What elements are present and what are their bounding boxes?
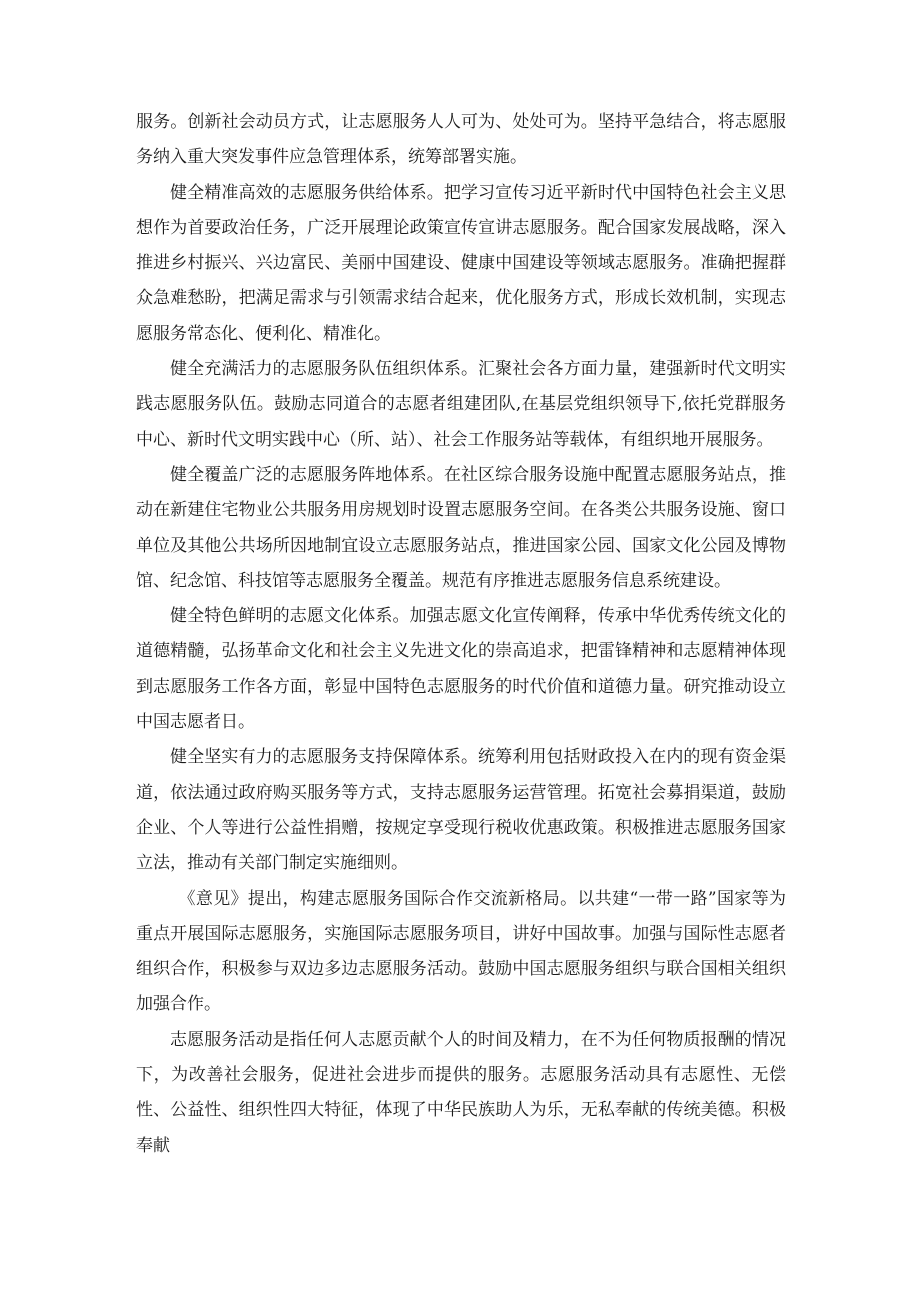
- paragraph-volunteer-culture: 健全特色鲜明的志愿文化体系。加强志愿文化宣传阐释，传承中华优秀传统文化的道德精髓，弘扬革命文化和社会主义先进文化的崇高追求，把雷锋精神和志愿精神体现到志愿服务工作各方面，彰显中国特色志愿服务的时代价值和道德力量。研究推动设立中国志愿者日。: [136, 606, 786, 733]
- paragraph-international-cooperation: 《意见》提出，构建志愿服务国际合作交流新格局。以共建“一带一路”国家等为重点开展国际志愿服务，实施国际志愿服务项目，讲好中国故事。加强与国际性志愿者组织合作，积极参与双边多边志愿服务活动。鼓励中国志愿服务组织与联合国相关组织加强合作。: [136, 888, 786, 1015]
- paragraph-volunteer-definition: 志愿服务活动是指任何人志愿贡献个人的时间及精力，在不为任何物质报酬的情况下，为改善社会服务，促进社会进步而提供的服务。志愿服务活动具有志愿性、无偿性、公益性、组织性四大特征，体现了中华民族助人为乐，无私奉献的传统美德。积极奉献: [136, 1029, 786, 1156]
- paragraph-support-guarantee: 健全坚实有力的志愿服务支持保障体系。统筹利用包括财政投入在内的现有资金渠道，依法通过政府购买服务等方式，支持志愿服务运营管理。拓宽社会募捐渠道，鼓励企业、个人等进行公益性捐赠，按规定享受现行税收优惠政策。积极推进志愿服务国家立法，推动有关部门制定实施细则。: [136, 747, 786, 874]
- paragraph-service-sites: 健全覆盖广泛的志愿服务阵地体系。在社区综合服务设施中配置志愿服务站点，推动在新建住宅物业公共服务用房规划时设置志愿服务空间。在各类公共服务设施、窗口单位及其他公共场所因地制宜设立志愿服务站点，推进国家公园、国家文化公园及博物馆、纪念馆、科技馆等志愿服务全覆盖。规范有序推进志愿服务信息系统建设。: [136, 464, 786, 591]
- document-body: [136, 105, 786, 1164]
- paragraph-supply-system: 健全精准高效的志愿服务供给体系。把学习宣传习近平新时代中国特色社会主义思想作为首要政治任务，广泛开展理论政策宣传宣讲志愿服务。配合国家发展战略，深入推进乡村振兴、兴边富民、美丽中国建设、健康中国建设等领域志愿服务。准确把握群众急难愁盼，把满足需求与引领需求结合起来，优化服务方式，形成长效机制，实现志愿服务常态化、便利化、精准化。: [136, 182, 786, 344]
- paragraph-continuation: 服务。创新社会动员方式，让志愿服务人人可为、处处可为。坚持平急结合，将志愿服务纳入重大突发事件应急管理体系，统筹部署实施。: [136, 112, 786, 168]
- paragraph-team-organization: 健全充满活力的志愿服务队伍组织体系。汇聚社会各方面力量，建强新时代文明实践志愿服务队伍。鼓励志同道合的志愿者组建团队,在基层党组织领导下,依托党群服务中心、新时代文明实践中心（所、站）、社会工作服务站等载体，有组织地开展服务。: [136, 359, 786, 450]
